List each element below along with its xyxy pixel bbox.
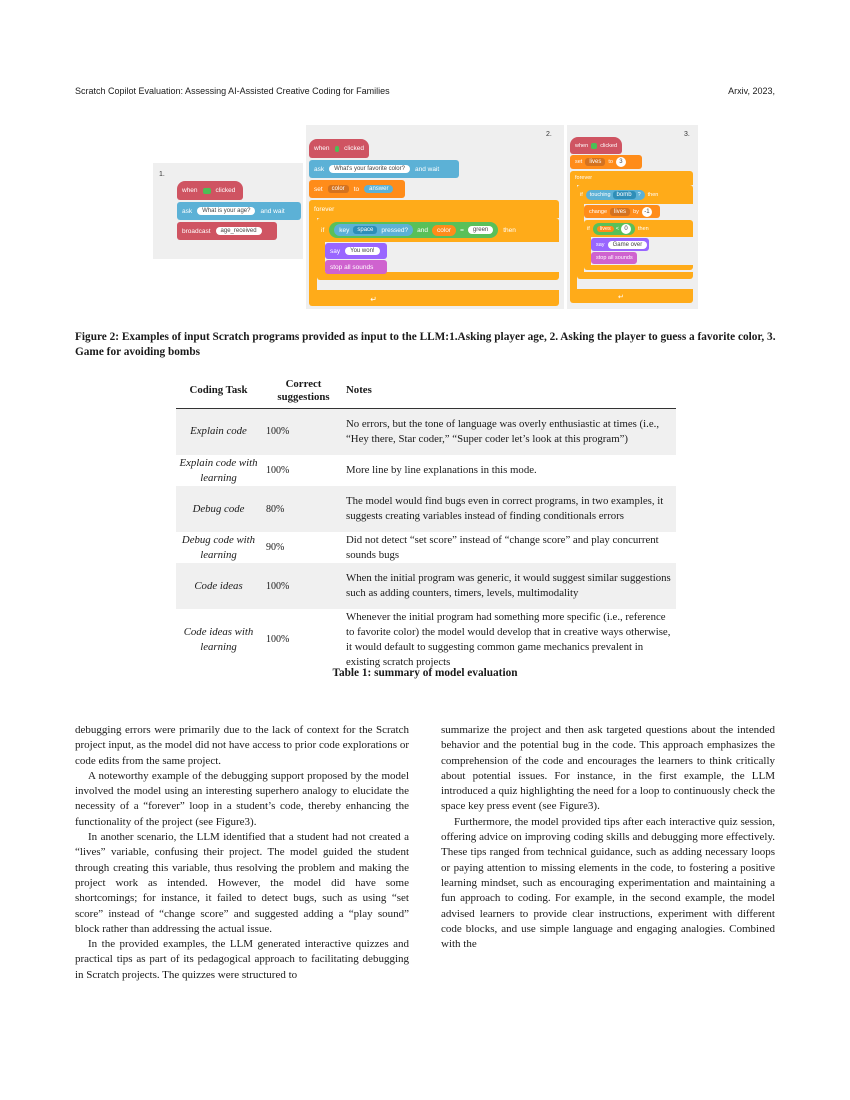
figure-panel-3 (567, 125, 698, 309)
set-variable-block: set color to answer (309, 180, 405, 198)
say-block: say You won! (325, 243, 387, 259)
ask-and-wait-block: ask What is your age? and wait (177, 202, 301, 220)
green-flag-icon (335, 146, 340, 152)
paragraph: debugging errors were primarily due to the lack of context for the Scratch project input, as the model did not have access to prior code explorations or code edits from the same project. (75, 724, 409, 767)
header-coding-task: Coding Task (189, 384, 248, 397)
table-row: Code ideas with learning 100% Whenever the initial program had something more specific (i.e., reference to favorite color) the model would develop that in creative ways otherwise, it would default to suggesting common game mechanics prevalent in existing scratch projects (183, 610, 671, 668)
paragraph: In another scenario, the LLM identified that a student had not created a “lives” variable, confusing their project. The model guided the student through creating this variable, thus resolving the problem and making the project work as intended. However, the model did have some shortcomings; for instance, it failed to detect bugs, such as using “set score” instead of “change score” and suggested adding a “play sound” block rather than addressing the actual issue. (75, 831, 409, 935)
green-flag-icon (591, 143, 597, 149)
header-correct-suggestions: Correct suggestions (277, 377, 330, 403)
change-variable-block: change lives by -1 (584, 205, 660, 218)
loop-arrow-icon: ↵ (370, 295, 377, 304)
figure-panel-1 (153, 163, 303, 259)
paragraph: summarize the project and then ask targeted questions about the intended behavior and the potential bug in the code. This approach emphasizes the comprehension of the code and encourages the learners to think critically about potential issues. For instance, in the first example, the LLM introduced a quiz highlighting the need for a loop to continuously check the space key press event (see Figure3). (441, 724, 775, 813)
green-flag-icon (203, 188, 211, 194)
table-row: Explain code with learning 100% More line by line explanations in this mode. (179, 456, 537, 484)
panel-number: 1. (159, 171, 165, 178)
header-venue: Arxiv, 2023, (728, 86, 775, 96)
paragraph: A noteworthy example of the debugging support proposed by the model involved the model using an interesting superhero analogy to elucidate the necessity of a “forever” loop in a student’s code, thereby enhancing the functionality of the project (see Figure3). (75, 769, 409, 828)
evaluation-table (176, 374, 676, 670)
figure-panel-2 (306, 125, 564, 309)
forever-loop-block: forever if key space pressed? and color = green then say You won! stop all sounds ↵ (309, 200, 559, 306)
panel-number: 2. (546, 131, 552, 138)
if-touching-block: if touching bomb ? then change lives by -1 if lives < 0 then say Game over stop all sounds (577, 185, 693, 279)
table-row: Code ideas 100% When the initial program was generic, it would suggest similar suggestions such as adding counters, timers, levels, multimodality (176, 563, 676, 609)
panel-number: 3. (684, 131, 690, 138)
when-flag-clicked-block: when clicked (177, 181, 243, 200)
body-column-right (441, 723, 775, 952)
paragraph: In the provided examples, the LLM generated interactive quizzes and practical tips as part of its pedagogical approach to facilitating debugging in Scratch projects. The quizzes were structured to (75, 938, 409, 981)
table-row: Explain code 100% No errors, but the tone of language was overly enthusiastic at times (i.e., “Hey there, Star coder,” “Super coder let’s look at this program”) (176, 408, 676, 455)
loop-arrow-icon: ↵ (618, 293, 624, 301)
set-variable-block: set lives to 3 (570, 155, 642, 169)
table-row: Debug code with learning 90% Did not detect “set score” instead of “change score” and play concurrent sounds bugs (181, 533, 659, 561)
say-block: say Game over (591, 238, 649, 251)
running-header (75, 86, 775, 96)
body-column-left (75, 723, 409, 983)
paragraph: Furthermore, the model provided tips after each interactive quiz session, offering advice on improving coding skills and debugging more effectively. These tips ranged from technical guidance, such as adding necessary loops or paying attention to missing elements in the code, to fostering a positive learning mindset, such as encouraging experimentation and maintaining a fun approach to coding. For example, in the second example, the model advised learners to provide clear instructions, experiment with different code blocks, and use simple language and engaging analogies. Combined with the (441, 815, 775, 951)
if-then-block: if key space pressed? and color = green then say You won! stop all sounds (317, 218, 559, 280)
when-flag-clicked-block: when clicked (309, 139, 369, 158)
figure-caption: Figure 2: Examples of input Scratch programs provided as input to the LLM:1.Asking player age, 2. Asking the player to guess a favorite color, 3. Game for avoiding bombs (75, 331, 776, 358)
table-header-row (176, 374, 676, 408)
broadcast-block: broadcast age_received (177, 222, 277, 240)
when-flag-clicked-block: when clicked (570, 137, 622, 154)
table-caption: Table 1: summary of model evaluation (332, 667, 518, 679)
ask-and-wait-block: ask What's your favorite color? and wait (309, 160, 459, 178)
stop-all-sounds-block: stop all sounds (591, 252, 637, 264)
if-lives-block: if lives < 0 then say Game over stop all sounds (584, 220, 693, 270)
table-row: Debug code 80% The model would find bugs even in correct programs, in two examples, it suggests creating variables instead of finding conditionals errors (176, 486, 676, 532)
stop-all-sounds-block: stop all sounds (325, 260, 387, 274)
header-title: Scratch Copilot Evaluation: Assessing AI-Assisted Creative Coding for Families (75, 86, 390, 96)
forever-loop-block: forever if touching bomb ? then change lives by -1 if lives < 0 then say Game over stop all sounds ↵ (570, 171, 693, 303)
header-notes: Notes (346, 384, 372, 397)
